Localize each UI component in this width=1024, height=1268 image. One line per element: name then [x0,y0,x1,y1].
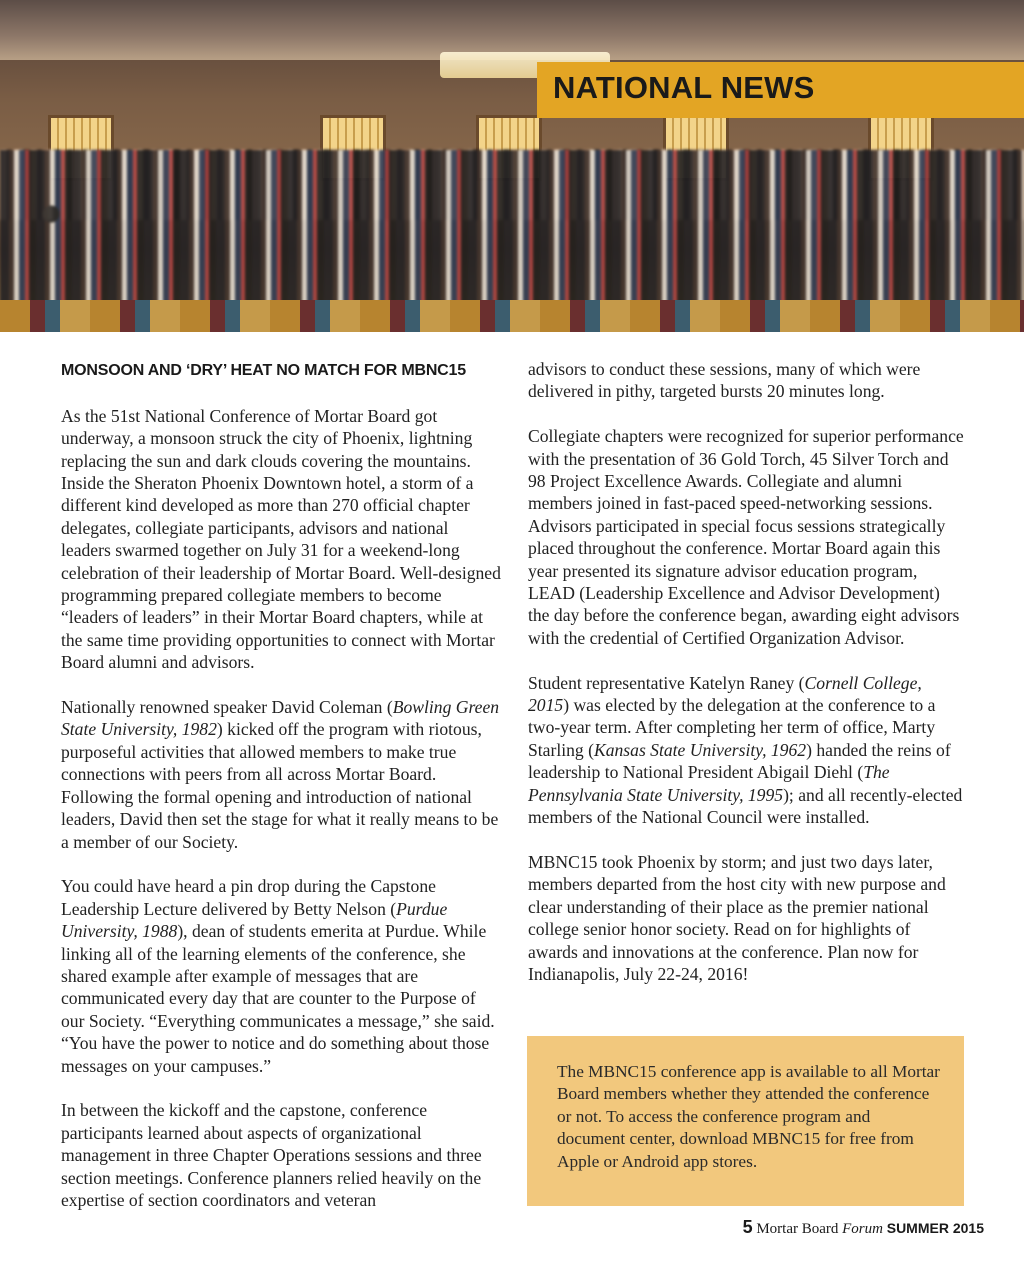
article-paragraph: MBNC15 took Phoenix by storm; and just two days later, members departed from the host city with new purpose and clear understanding of their place as the premier national college senior honor society. Read on for highlights of awards and innovations at the conference. Plan now for Indianapolis, July 22-24, 2016! [528,851,946,984]
page-number: 5 [742,1217,753,1237]
issue-label: SUMMER 2015 [886,1220,984,1236]
section-banner-label: NATIONAL NEWS [553,70,815,105]
ballroom-carpet [0,300,1024,332]
article-paragraph: As the 51st National Conference of Mortar Board got underway, a monsoon struck the city of Phoenix, lightning replacing the sun and dark clouds covering the mountains. Inside the Sheraton Phoenix Downtown hotel, a storm of a different kind developed as more than 270 official chapter delegates, collegiate participants, advisors and national leaders swarmed together on July 31 for a weekend-long celebration of their leadership of Mortar Board. Well-designed programming prepared collegiate members to become “leaders of leaders” in their Mortar Board chapters, while at the same time providing opportunities to connect with Mortar Board alumni and advisors. [61,405,501,673]
section-banner [537,62,1024,118]
article-column-right [528,358,964,1008]
article-column-left [61,358,501,1234]
app-callout-box [527,1036,964,1206]
page-footer [743,1217,984,1238]
article-paragraph: You could have heard a pin drop during the Capstone Leadership Lecture delivered by Betty Nelson (Purdue University, 1988), dean of students emerita at Purdue. While linking all of the learning elements of the conference, she shared example after example of messages that are communicated every day that are counter to the Purpose of our Society. “Everything communicates a message,” she said. “You have the power to notice and do something about those messages on your campuses.” [61,876,495,1076]
ballroom-ceiling [0,0,1024,60]
publication-name-italic: Forum [842,1221,883,1237]
conference-group-photo [0,0,1024,332]
article-headline: MONSOON AND ‘DRY’ HEAT NO MATCH FOR MBNC15 [61,362,466,379]
publication-name: Mortar Board [756,1221,839,1237]
article-paragraph: Nationally renowned speaker David Coleman (Bowling Green State University, 1982) kicked off the program with riotous, purposeful activities that allowed members to make true connections with peers from all across Mortar Board. Following the formal opening and introduction of national leaders, David then set the stage for what it really means to be a member of our Society. [61,697,500,852]
app-callout-text: The MBNC15 conference app is available to all Mortar Board members whether they attended the conference or not. To access the conference program and document center, download MBNC15 for free from Apple or Android app stores. [557,1062,940,1171]
article-paragraph: In between the kickoff and the capstone, conference participants learned about aspects of organizational management in three Chapter Operations sessions and three section meetings. Conference planners relied heavily on the expertise of section coordinators and veteran [61,1100,482,1210]
article-paragraph: advisors to conduct these sessions, many of which were delivered in pithy, targeted bursts 20 minutes long. [528,359,921,402]
crowd [0,150,1024,310]
article-paragraph: Collegiate chapters were recognized for superior performance with the presentation of 36 Gold Torch, 45 Silver Torch and 98 Project Excellence Awards. Collegiate and alumni members joined in fast-paced speed-networking sessions. Advisors participated in special focus sessions strategically placed throughout the conference. Mortar Board again this year presented its signature advisor education program, LEAD (Leadership Excellence and Advisor Development) the day before the conference began, awarding eight advisors with the credential of Certified Organization Advisor. [528,426,964,648]
article-paragraph: Student representative Katelyn Raney (Cornell College, 2015) was elected by the delegation at the conference to a two-year term. After completing her term of office, Marty Starling (Kansas State University, 1962) handed the reins of leadership to National President Abigail Diehl (The Pennsylvania State University, 1995); and all recently-elected members of the National Council were installed. [528,672,963,828]
